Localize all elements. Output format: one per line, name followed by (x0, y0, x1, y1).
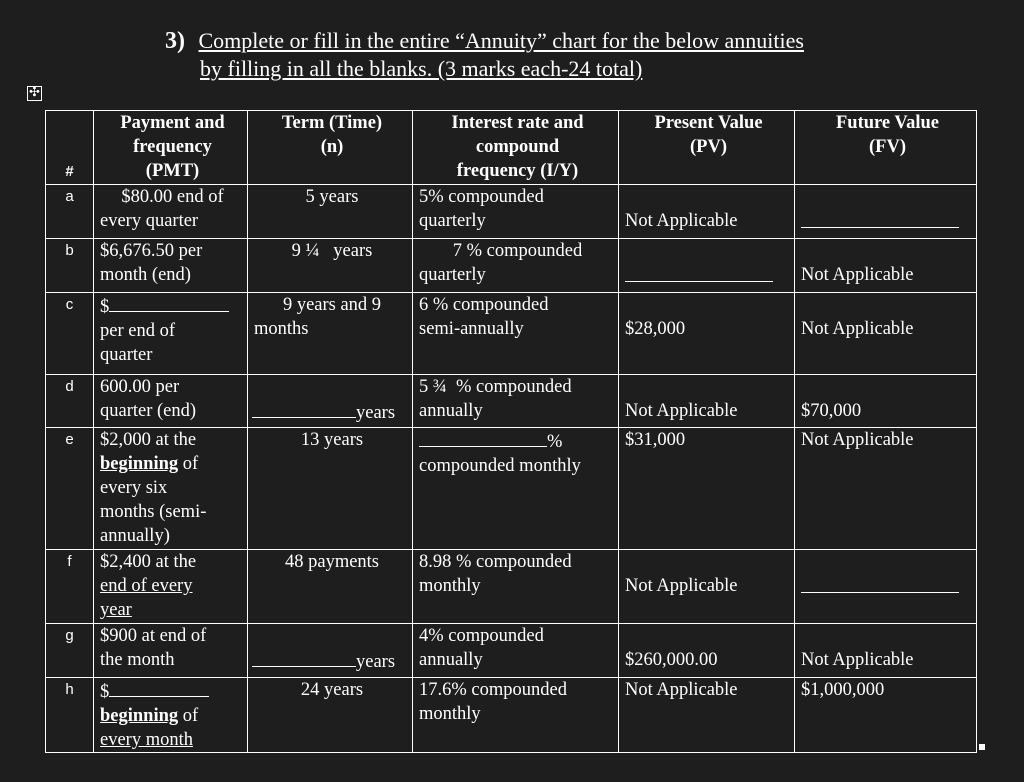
pmt-l2: the month (100, 650, 175, 670)
cell-pmt (94, 375, 248, 428)
pmt-l2: end of every (100, 576, 193, 596)
cell-pv: Not Applicable (619, 185, 795, 239)
rate-l1: 5% compounded (419, 187, 544, 207)
pmt-l2: month (end) (100, 265, 191, 285)
answer-blank[interactable] (252, 399, 356, 418)
row-id: f (46, 550, 94, 624)
cell-fv: Not Applicable (795, 624, 977, 678)
pmt-l1: $2,400 at the (100, 552, 197, 572)
table-row (46, 550, 977, 624)
rate-l1: 6 % compounded (419, 295, 549, 315)
term-unit: years (356, 403, 396, 423)
pmt-l1 (100, 293, 245, 319)
cell-pv: $31,000 (619, 428, 795, 550)
rate-l2: quarterly (419, 211, 486, 231)
pmt-l1: $900 at end of (100, 626, 207, 646)
cell-pmt (94, 185, 248, 239)
pmt-l3: quarter (100, 345, 153, 365)
pmt-l1 (100, 678, 245, 704)
row-id: b (46, 239, 94, 293)
rate-l1: 8.98 % compounded (419, 552, 572, 572)
pmt-l1: $6,676.50 per (100, 241, 203, 261)
header-fv-l1: Future Value (836, 113, 939, 133)
header-pmt-l1: Payment and (120, 113, 225, 133)
rate-l1: 5 ¾ % compounded (419, 377, 572, 397)
rate-l2: monthly (419, 704, 481, 724)
rate-l2: semi-annually (419, 319, 524, 339)
answer-blank[interactable] (109, 678, 209, 697)
rate-l2: compounded monthly (419, 456, 581, 476)
row-id: a (46, 185, 94, 239)
cell-pv: $28,000 (619, 293, 795, 375)
rate-l2: monthly (419, 576, 481, 596)
cell-term (248, 293, 413, 375)
cell-pv: Not Applicable (619, 375, 795, 428)
header-term-l2: (n) (320, 137, 344, 157)
header-pv-l1: Present Value (654, 113, 763, 133)
rate-l2: quarterly (419, 265, 486, 285)
answer-blank[interactable] (109, 293, 229, 312)
header-term-l1: Term (Time) (281, 113, 383, 133)
pmt-beginning: beginning (100, 706, 179, 726)
cell-term: 48 payments (248, 550, 413, 624)
resize-handle-icon[interactable] (979, 744, 985, 750)
answer-blank[interactable] (625, 263, 773, 282)
cell-term: 9 ¼ years (248, 239, 413, 293)
pmt-l4: months (semi- (100, 502, 207, 522)
pmt-l2: per end of (100, 321, 175, 341)
table-row (46, 375, 977, 428)
table-row (46, 624, 977, 678)
pmt-l1: 600.00 per (100, 377, 180, 397)
question-heading (165, 27, 804, 81)
cell-rate (413, 239, 619, 293)
row-id: g (46, 624, 94, 678)
pmt-l1: $2,000 at the (100, 430, 197, 450)
pmt-l2: quarter (end) (100, 401, 197, 421)
move-icon[interactable]: ✣ (27, 86, 42, 101)
table-row (46, 678, 977, 753)
dollar-sign: $ (100, 682, 110, 702)
cell-rate (413, 624, 619, 678)
cell-pmt (94, 428, 248, 550)
cell-pv (619, 239, 795, 293)
header-pmt-l2: frequency (133, 137, 212, 157)
heading-line-1: Complete or fill in the entire “Annuity” chart for the below annuities (198, 28, 804, 53)
pmt-l5: annually) (100, 526, 170, 546)
cell-pmt (94, 550, 248, 624)
header-number: # (46, 111, 94, 185)
pmt-l3: every month (100, 730, 193, 750)
header-rate-l2: compound (475, 137, 560, 157)
row-id: d (46, 375, 94, 428)
cell-term: 13 years (248, 428, 413, 550)
header-rate-l3: frequency (I/Y) (456, 161, 579, 181)
rate-l1: 7 % compounded (452, 241, 583, 261)
rate-l1: 17.6% compounded (419, 680, 567, 700)
term-unit: years (356, 652, 396, 672)
rate-l1 (419, 428, 616, 454)
pmt-l2 (100, 452, 245, 476)
cell-fv: Not Applicable (795, 293, 977, 375)
row-id: e (46, 428, 94, 550)
rate-l1: 4% compounded (419, 626, 544, 646)
question-number: 3) (165, 28, 185, 54)
header-pmt-l3: (PMT) (145, 161, 200, 181)
cell-rate (413, 678, 619, 753)
cell-term: 5 years (248, 185, 413, 239)
cell-rate (413, 375, 619, 428)
cell-term (248, 624, 413, 678)
cell-pmt (94, 293, 248, 375)
dollar-sign: $ (100, 297, 110, 317)
cell-pv: Not Applicable (619, 550, 795, 624)
cell-fv (795, 185, 977, 239)
answer-blank[interactable] (252, 648, 356, 667)
pmt-l1: $80.00 end of (121, 187, 224, 207)
cell-pv: $260,000.00 (619, 624, 795, 678)
rate-percent: % (547, 432, 563, 452)
header-pv-l2: (PV) (690, 137, 727, 157)
cell-pmt (94, 239, 248, 293)
table-header-row (46, 111, 977, 185)
cell-fv (795, 550, 977, 624)
answer-blank[interactable] (801, 574, 959, 593)
pmt-of: of (178, 706, 199, 726)
answer-blank[interactable] (801, 209, 959, 228)
pmt-l2: every quarter (100, 211, 199, 231)
header-pmt (94, 111, 248, 185)
cell-rate (413, 185, 619, 239)
cell-pmt (94, 624, 248, 678)
rate-l2: annually (419, 401, 483, 421)
cell-pmt (94, 678, 248, 753)
cell-rate (413, 428, 619, 550)
rate-l2: annually (419, 650, 483, 670)
cell-fv: Not Applicable (795, 239, 977, 293)
cell-term (248, 375, 413, 428)
pmt-l3: year (100, 600, 132, 620)
table-row (46, 185, 977, 239)
table-row (46, 428, 977, 550)
pmt-l2 (100, 704, 245, 728)
cell-fv: $1,000,000 (795, 678, 977, 753)
pmt-beginning: beginning (100, 454, 179, 474)
row-id: h (46, 678, 94, 753)
pmt-of: of (178, 454, 199, 474)
header-term (248, 111, 413, 185)
cell-rate (413, 293, 619, 375)
header-fv-l2: (FV) (869, 137, 906, 157)
cell-rate (413, 550, 619, 624)
header-rate (413, 111, 619, 185)
table-row (46, 239, 977, 293)
header-rate-l1: Interest rate and (451, 113, 584, 133)
answer-blank[interactable] (419, 428, 547, 447)
row-id: c (46, 293, 94, 375)
header-fv (795, 111, 977, 185)
term-l1: 9 years and 9 (282, 295, 382, 315)
annuity-table (45, 110, 977, 753)
term-l2: months (254, 319, 309, 339)
pmt-l3: every six (100, 478, 168, 498)
header-pv (619, 111, 795, 185)
cell-term: 24 years (248, 678, 413, 753)
cell-fv: Not Applicable (795, 428, 977, 550)
cell-fv: $70,000 (795, 375, 977, 428)
cell-pv: Not Applicable (619, 678, 795, 753)
table-row (46, 293, 977, 375)
heading-line-2: by filling in all the blanks. (3 marks each-24 total) (200, 56, 643, 81)
